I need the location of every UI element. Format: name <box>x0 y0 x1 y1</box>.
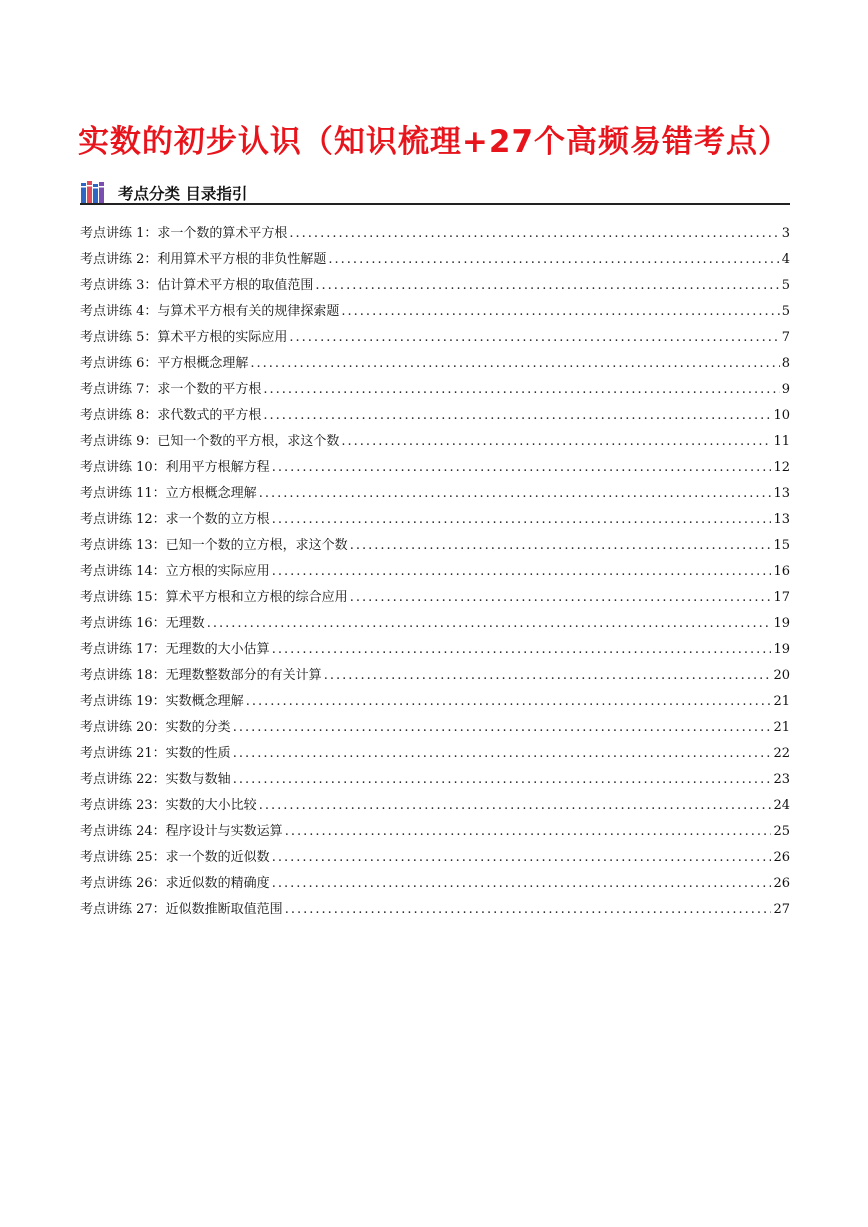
toc-leader-dots <box>259 798 772 813</box>
toc-heading: 考点分类 目录指引 <box>118 185 248 203</box>
toc-entry-label: 考点讲练 22：实数与数轴 <box>80 772 231 787</box>
toc-entry[interactable] <box>80 508 790 534</box>
toc-entry-label: 考点讲练 25：求一个数的近似数 <box>80 850 270 865</box>
toc-leader-dots <box>272 876 772 891</box>
toc-entry-page: 27 <box>773 902 790 917</box>
toc-entry-page: 25 <box>773 824 790 839</box>
toc-leader-dots <box>233 720 772 735</box>
toc-leader-dots <box>250 356 779 371</box>
toc-entry[interactable] <box>80 300 790 326</box>
toc-entry[interactable] <box>80 404 790 430</box>
toc-entry[interactable] <box>80 794 790 820</box>
toc-entry-page: 21 <box>773 720 790 735</box>
toc-leader-dots <box>233 746 772 761</box>
toc-entry-page: 5 <box>781 278 790 293</box>
toc-entry-page: 21 <box>773 694 790 709</box>
toc-entry-label: 考点讲练 20：实数的分类 <box>80 720 231 735</box>
toc-entry-page: 20 <box>773 668 790 683</box>
toc-leader-dots <box>233 772 772 787</box>
toc-entry-page: 23 <box>773 772 790 787</box>
toc-entry[interactable] <box>80 690 790 716</box>
toc-leader-dots <box>315 278 779 293</box>
toc-entry-page: 26 <box>773 876 790 891</box>
toc-leader-dots <box>259 486 772 501</box>
toc-entry-label: 考点讲练 13：已知一个数的立方根，求这个数 <box>80 538 348 553</box>
toc-entry[interactable] <box>80 248 790 274</box>
toc-entry[interactable] <box>80 456 790 482</box>
toc-entry-label: 考点讲练 19：实数概念理解 <box>80 694 244 709</box>
toc-entry-label: 考点讲练 10：利用平方根解方程 <box>80 460 270 475</box>
toc-leader-dots <box>272 564 772 579</box>
toc-entry[interactable] <box>80 560 790 586</box>
toc-entry-label: 考点讲练 16：无理数 <box>80 616 205 631</box>
toc-leader-dots <box>285 824 772 839</box>
toc-entry[interactable] <box>80 872 790 898</box>
toc-entry-page: 15 <box>773 538 790 553</box>
toc-leader-dots <box>289 226 779 241</box>
toc-leader-dots <box>350 538 772 553</box>
toc-entry[interactable] <box>80 664 790 690</box>
toc-entry[interactable] <box>80 430 790 456</box>
toc-entry-page: 10 <box>773 408 790 423</box>
toc-entry-page: 12 <box>773 460 790 475</box>
toc-entry-label: 考点讲练 7：求一个数的平方根 <box>80 382 262 397</box>
toc-leader-dots <box>285 902 772 917</box>
table-of-contents <box>80 222 790 924</box>
toc-leader-dots <box>341 434 771 449</box>
toc-entry-page: 16 <box>773 564 790 579</box>
toc-leader-dots <box>272 642 772 657</box>
toc-entry-label: 考点讲练 23：实数的大小比较 <box>80 798 257 813</box>
toc-entry[interactable] <box>80 482 790 508</box>
toc-entry-page: 13 <box>773 512 790 527</box>
toc-entry[interactable] <box>80 638 790 664</box>
toc-entry-page: 17 <box>773 590 790 605</box>
toc-entry-page: 3 <box>781 226 790 241</box>
toc-entry-label: 考点讲练 6：平方根概念理解 <box>80 356 249 371</box>
toc-header <box>80 180 790 206</box>
toc-entry-label: 考点讲练 14：立方根的实际应用 <box>80 564 270 579</box>
toc-entry-label: 考点讲练 9：已知一个数的平方根，求这个数 <box>80 434 340 449</box>
toc-leader-dots <box>341 304 779 319</box>
toc-entry[interactable] <box>80 326 790 352</box>
toc-entry[interactable] <box>80 612 790 638</box>
toc-leader-dots <box>272 460 772 475</box>
toc-entry-page: 7 <box>781 330 790 345</box>
toc-entry[interactable] <box>80 768 790 794</box>
toc-entry-label: 考点讲练 17：无理数的大小估算 <box>80 642 270 657</box>
toc-entry-label: 考点讲练 18：无理数整数部分的有关计算 <box>80 668 322 683</box>
toc-entry-page: 19 <box>773 642 790 657</box>
toc-entry[interactable] <box>80 820 790 846</box>
document-title: 实数的初步认识（知识梳理+27个高频易错考点） <box>77 124 791 160</box>
toc-leader-dots <box>350 590 772 605</box>
toc-entry-page: 19 <box>773 616 790 631</box>
toc-entry-label: 考点讲练 8：求代数式的平方根 <box>80 408 262 423</box>
toc-entry[interactable] <box>80 352 790 378</box>
toc-entry-label: 考点讲练 11：立方根概念理解 <box>80 486 257 501</box>
toc-entry-label: 考点讲练 21：实数的性质 <box>80 746 231 761</box>
toc-entry-label: 考点讲练 1：求一个数的算术平方根 <box>80 226 288 241</box>
toc-entry-label: 考点讲练 3：估计算术平方根的取值范围 <box>80 278 314 293</box>
toc-entry-label: 考点讲练 2：利用算术平方根的非负性解题 <box>80 252 327 267</box>
toc-entry-page: 22 <box>773 746 790 761</box>
toc-entry-page: 4 <box>781 252 790 267</box>
toc-entry[interactable] <box>80 534 790 560</box>
toc-entry[interactable] <box>80 378 790 404</box>
toc-leader-dots <box>263 382 779 397</box>
toc-entry-label: 考点讲练 15：算术平方根和立方根的综合应用 <box>80 590 348 605</box>
toc-entry-page: 5 <box>781 304 790 319</box>
toc-entry-label: 考点讲练 12：求一个数的立方根 <box>80 512 270 527</box>
toc-entry[interactable] <box>80 274 790 300</box>
toc-entry-page: 8 <box>781 356 790 371</box>
toc-entry[interactable] <box>80 716 790 742</box>
toc-entry-page: 13 <box>773 486 790 501</box>
toc-leader-dots <box>272 512 772 527</box>
toc-leader-dots <box>272 850 772 865</box>
toc-leader-dots <box>263 408 771 423</box>
toc-leader-dots <box>328 252 779 267</box>
toc-entry[interactable] <box>80 742 790 768</box>
toc-leader-dots <box>246 694 772 709</box>
toc-entry-label: 考点讲练 4：与算术平方根有关的规律探索题 <box>80 304 340 319</box>
toc-entry-label: 考点讲练 5：算术平方根的实际应用 <box>80 330 288 345</box>
toc-divider <box>80 203 790 205</box>
toc-entry[interactable] <box>80 586 790 612</box>
toc-entry[interactable] <box>80 846 790 872</box>
toc-entry-page: 24 <box>773 798 790 813</box>
toc-entry-label: 考点讲练 24：程序设计与实数运算 <box>80 824 283 839</box>
toc-leader-dots <box>324 668 772 683</box>
toc-entry-page: 11 <box>773 434 790 449</box>
toc-entry[interactable] <box>80 898 790 924</box>
toc-leader-dots <box>289 330 779 345</box>
toc-entry-label: 考点讲练 26：求近似数的精确度 <box>80 876 270 891</box>
toc-entry-page: 9 <box>781 382 790 397</box>
toc-entry-page: 26 <box>773 850 790 865</box>
toc-entry-label: 考点讲练 27：近似数推断取值范围 <box>80 902 283 917</box>
toc-entry[interactable] <box>80 222 790 248</box>
toc-leader-dots <box>207 616 772 631</box>
